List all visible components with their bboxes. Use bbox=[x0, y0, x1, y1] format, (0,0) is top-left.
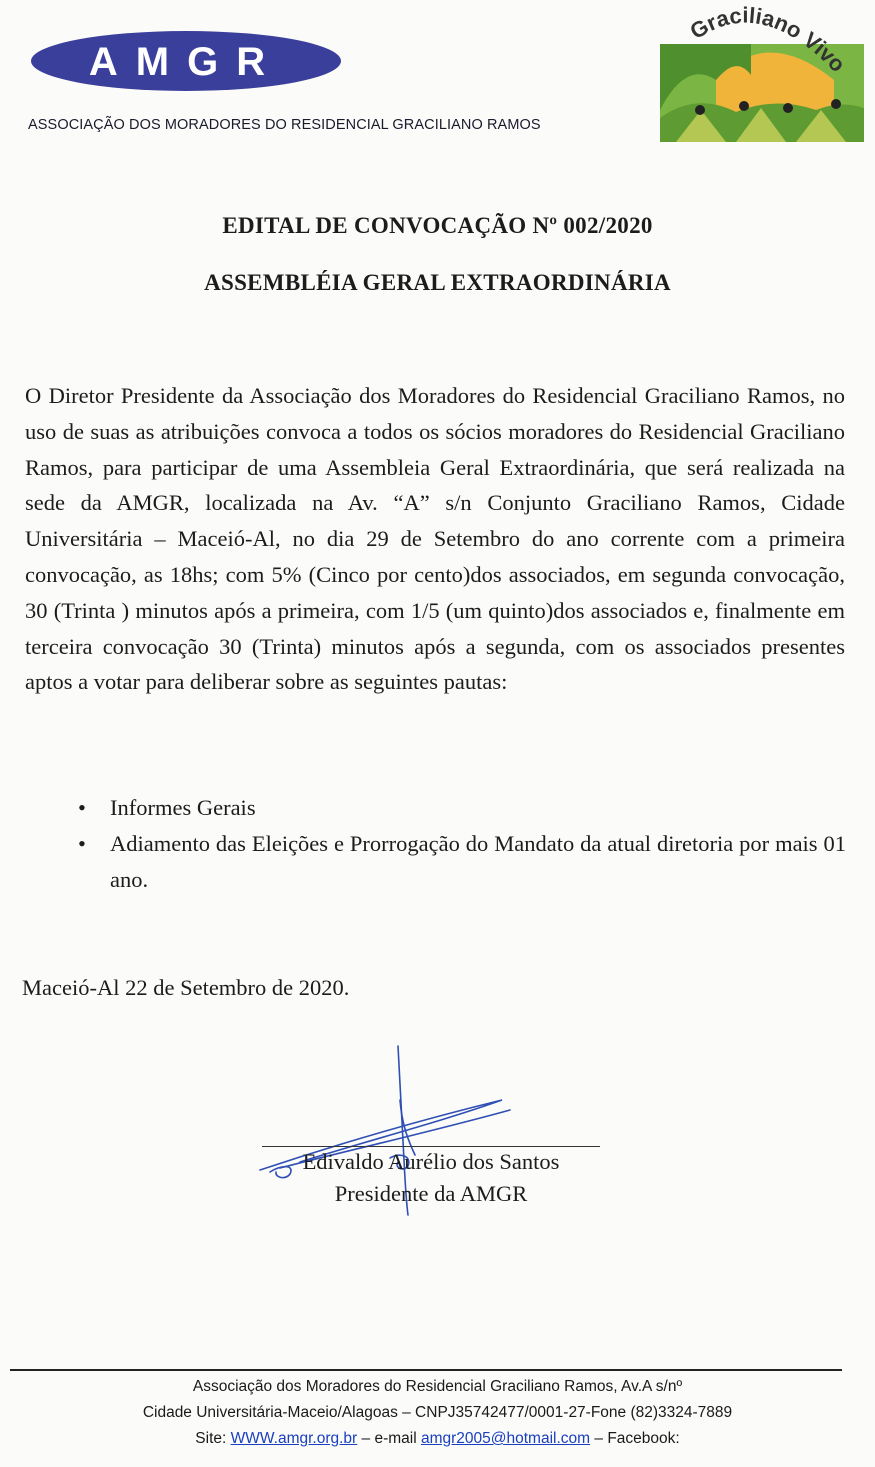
agenda-list bbox=[78, 790, 846, 898]
agenda-item-text: Adiamento das Eleições e Prorrogação do Mandato da atual diretoria por mais 01 ano. bbox=[110, 831, 846, 892]
footer-contacts bbox=[0, 1430, 875, 1448]
signer-role: Presidente da AMGR bbox=[334, 1181, 528, 1206]
convocation-paragraph: O Diretor Presidente da Associação dos Moradores do Residencial Graciliano Ramos, no uso de suas as atribuições convoca a todos os sócios moradores do Residencial Graciliano Ramos, para participar de uma Assembleia Geral Extraordinária, que será realizada na sede da AMGR, localizada na Av. “A” s/n Conjunto Graciliano Ramos, Cidade Universitária – Maceió-Al, no dia 29 de Setembro do ano corrente com a primeira convocação, as 18hs; com 5% (Cinco por cento)dos associados, em segunda convocação, 30 (Trinta ) minutos após a primeira, com 1/5 (um quinto)dos associados e, finalmente em terceira convocação 30 (Trinta) minutos após a segunda, com os associados presentes aptos a votar para deliberar sobre as seguintes pautas: bbox=[25, 383, 845, 695]
graciliano-vivo-logo bbox=[656, 0, 870, 146]
document-title: EDITAL DE CONVOCAÇÃO Nº 002/2020 bbox=[222, 213, 653, 238]
site-link[interactable]: WWW.amgr.org.br bbox=[230, 1430, 358, 1447]
facebook-label: – Facebook: bbox=[594, 1430, 680, 1447]
association-name: ASSOCIAÇÃO DOS MORADORES DO RESIDENCIAL GRACILIANO RAMOS bbox=[28, 117, 541, 133]
footer-registration: Cidade Universitária-Maceio/Alagoas – CNPJ35742477/0001-27-Fone (82)3324-7889 bbox=[142, 1404, 733, 1421]
amgr-logo-text: AMGR bbox=[88, 40, 284, 84]
bullet-icon: • bbox=[78, 831, 86, 856]
footer-address: Associação dos Moradores do Residencial Graciliano Ramos, Av.A s/nº bbox=[192, 1378, 683, 1395]
email-label: – e-mail bbox=[361, 1430, 417, 1447]
agenda-item-text: Informes Gerais bbox=[110, 795, 256, 820]
graciliano-vivo-text: Graciliano Vivo bbox=[685, 2, 851, 77]
place-and-date: Maceió-Al 22 de Setembro de 2020. bbox=[22, 975, 350, 1000]
signature-line bbox=[262, 1146, 600, 1147]
document-subtitle: ASSEMBLÉIA GERAL EXTRAORDINÁRIA bbox=[204, 270, 671, 295]
agenda-item bbox=[78, 826, 846, 898]
signer-name: Edivaldo Aurélio dos Santos bbox=[302, 1149, 560, 1174]
amgr-logo bbox=[30, 30, 342, 92]
email-link[interactable]: amgr2005@hotmail.com bbox=[420, 1430, 591, 1447]
site-label: Site: bbox=[195, 1430, 227, 1447]
agenda-item bbox=[78, 790, 846, 826]
footer-divider bbox=[10, 1369, 842, 1371]
bullet-icon: • bbox=[78, 795, 86, 820]
